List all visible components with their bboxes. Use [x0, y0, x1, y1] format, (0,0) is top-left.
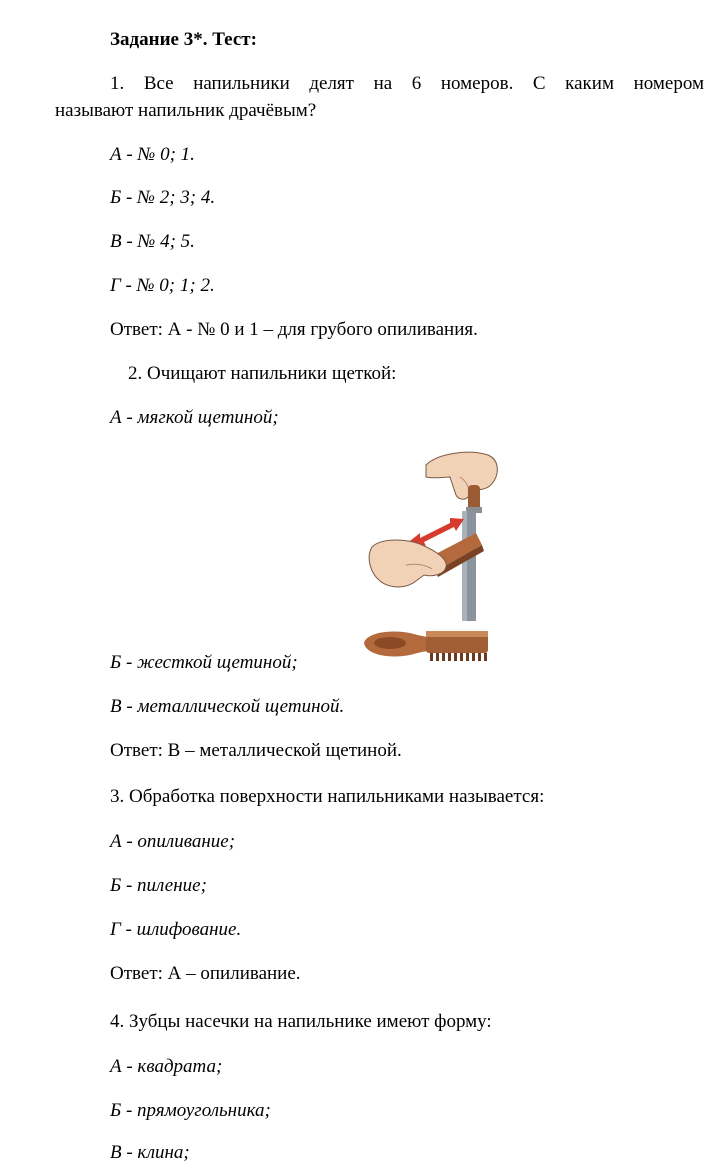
q2-option-b: Б - жесткой щетиной; [110, 652, 298, 673]
q4-option-b: Б - прямоугольника; [110, 1100, 271, 1121]
task-title: Задание 3*. Тест: [110, 29, 257, 50]
q1-option-a: А - № 0; 1. [110, 144, 195, 165]
q3-option-a: А - опиливание; [110, 831, 236, 852]
question-3: 3. Обработка поверхности напильниками называется: [110, 786, 545, 807]
q1-answer: Ответ: А - № 0 и 1 – для грубого опиливания. [110, 319, 478, 340]
question-4: 4. Зубцы насечки на напильнике имеют форму: [110, 1011, 492, 1032]
q2-answer: Ответ: В – металлической щетиной. [110, 740, 402, 761]
file-cleaning-brush-illustration [360, 447, 505, 665]
q1-option-g: Г - № 0; 1; 2. [110, 275, 215, 296]
q3-option-b: Б - пиление; [110, 875, 207, 896]
question-1-line-1: 1. Все напильники делят на 6 номеров. С каким номером [110, 73, 704, 94]
q2-option-v: В - металлической щетиной. [110, 696, 345, 717]
q1-option-b: Б - № 2; 3; 4. [110, 187, 216, 208]
q3-answer: Ответ: А – опиливание. [110, 963, 301, 984]
q1-option-v: В - № 4; 5. [110, 231, 195, 252]
question-2: 2. Очищают напильники щеткой: [128, 363, 397, 384]
q4-option-v: В - клина; [110, 1142, 190, 1163]
q2-option-a: А - мягкой щетиной; [110, 407, 279, 428]
q3-option-g: Г - шлифование. [110, 919, 242, 940]
q4-option-a: А - квадрата; [110, 1056, 223, 1077]
question-1-line-2: называют напильник драчёвым? [55, 100, 317, 121]
